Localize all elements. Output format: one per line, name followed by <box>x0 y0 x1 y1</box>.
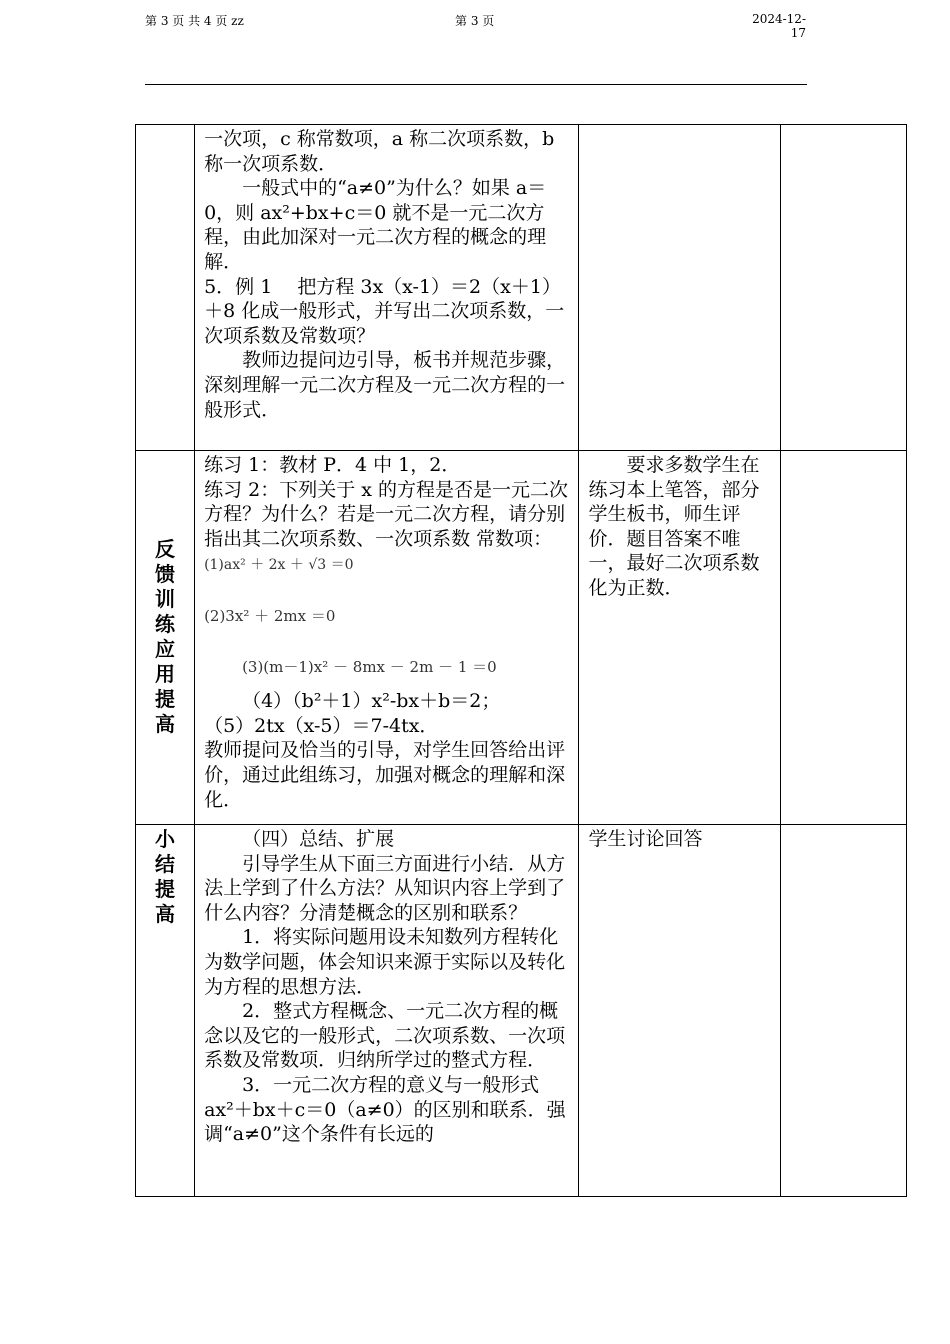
header-date: 2024-12-17 <box>752 12 806 40</box>
paragraph: 2．整式方程概念、一元二次方程的概念以及它的一般形式，二次项系数、一次项系数及常数项．归纳所学过的整式方程． <box>204 1000 566 1072</box>
paragraph: 练习 1：教材 P．4 中 1，2． <box>204 454 461 476</box>
equation-3: (3)(m－1)x² － 8mx － 2m － 1 ＝0 <box>242 657 497 676</box>
lesson-plan-table <box>135 124 907 1197</box>
header-center-page-number: 第 3 页 <box>455 14 495 28</box>
side-text <box>579 125 780 127</box>
equation-1: (1)ax² ＋ 2x ＋ √3 ＝0 <box>204 557 354 574</box>
table-row-feedback-practice <box>136 451 907 825</box>
side-text: 要求多数学生在练习本上笔答，部分学生板书，师生评价．题目答案不唯一，最好二次项系数化为正数． <box>588 454 760 599</box>
paragraph: 引导学生从下面三方面进行小结．从方法上学到了什么方法？从知识内容上学到了什么内容？分清楚概念的区别和联系？ <box>204 852 566 924</box>
paragraph: 1．将实际问题用设未知数列方程转化为数学问题，体会知识来源于实际以及转化为方程的思想方法． <box>204 926 566 998</box>
content-cell <box>195 451 578 825</box>
table-row-summary <box>136 825 907 1197</box>
paragraph: 5．例 1 把方程 3x（x-1）＝2（x＋1）＋8 化成一般形式，并写出二次项系数，一次项系数及常数项？ <box>204 275 565 347</box>
side-text: 学生讨论回答 <box>588 828 703 850</box>
table-row-continuation <box>136 125 907 451</box>
equation-5: （5）2tx（x-5）＝7-4tx． <box>204 714 439 737</box>
paragraph: （四）总结、扩展 <box>242 828 395 850</box>
row-label: 反馈训练应用提高 <box>155 537 176 736</box>
header-left-page-info: 第 3 页 共 4 页 zz <box>145 14 244 28</box>
paragraph: 教师边提问边引导，板书并规范步骤，深刻理解一元二次方程及一元二次方程的一般形式． <box>204 349 566 421</box>
paragraph: 教师提问及恰当的引导，对学生回答给出评价，通过此组练习，加强对概念的理解和深化． <box>204 739 566 811</box>
notes-cell <box>780 825 906 1197</box>
content-cell <box>195 825 578 1197</box>
row-label-cell <box>136 825 195 1197</box>
student-activity-cell <box>578 451 780 825</box>
notes-cell <box>780 451 906 825</box>
row-label-cell <box>136 125 195 451</box>
student-activity-cell <box>578 125 780 451</box>
paragraph: 一般式中的“a≠0”为什么？如果 a＝0，则 ax²+bx+c＝0 就不是一元二次方程，由此加深对一元二次方程的概念的理解． <box>204 177 547 273</box>
content-cell <box>195 125 578 451</box>
exercise-2-text: 练习 2：下列关于 x 的方程是否是一元二次方程？为什么？若是一元二次方程，请分别指出其二次项系数、一次项系数 常数项： <box>204 478 568 550</box>
equation-4: （4）（b²＋1）x²-bx＋b＝2； <box>242 690 501 713</box>
paragraph <box>204 478 569 578</box>
row-label-cell <box>136 451 195 825</box>
header-rule <box>145 84 807 85</box>
row-label: 小结提高 <box>155 827 176 926</box>
equation-2: (2)3x² ＋ 2mx ＝0 <box>204 606 336 625</box>
paragraph: 一次项，c 称常数项，a 称二次项系数，b 称一次项系数． <box>204 128 555 175</box>
notes-cell <box>780 125 906 451</box>
paragraph: 3．一元二次方程的意义与一般形式 ax²＋bx＋c＝0（a≠0）的区别和联系．强调“a≠0”这个条件有长远的 <box>204 1073 566 1146</box>
student-activity-cell <box>578 825 780 1197</box>
